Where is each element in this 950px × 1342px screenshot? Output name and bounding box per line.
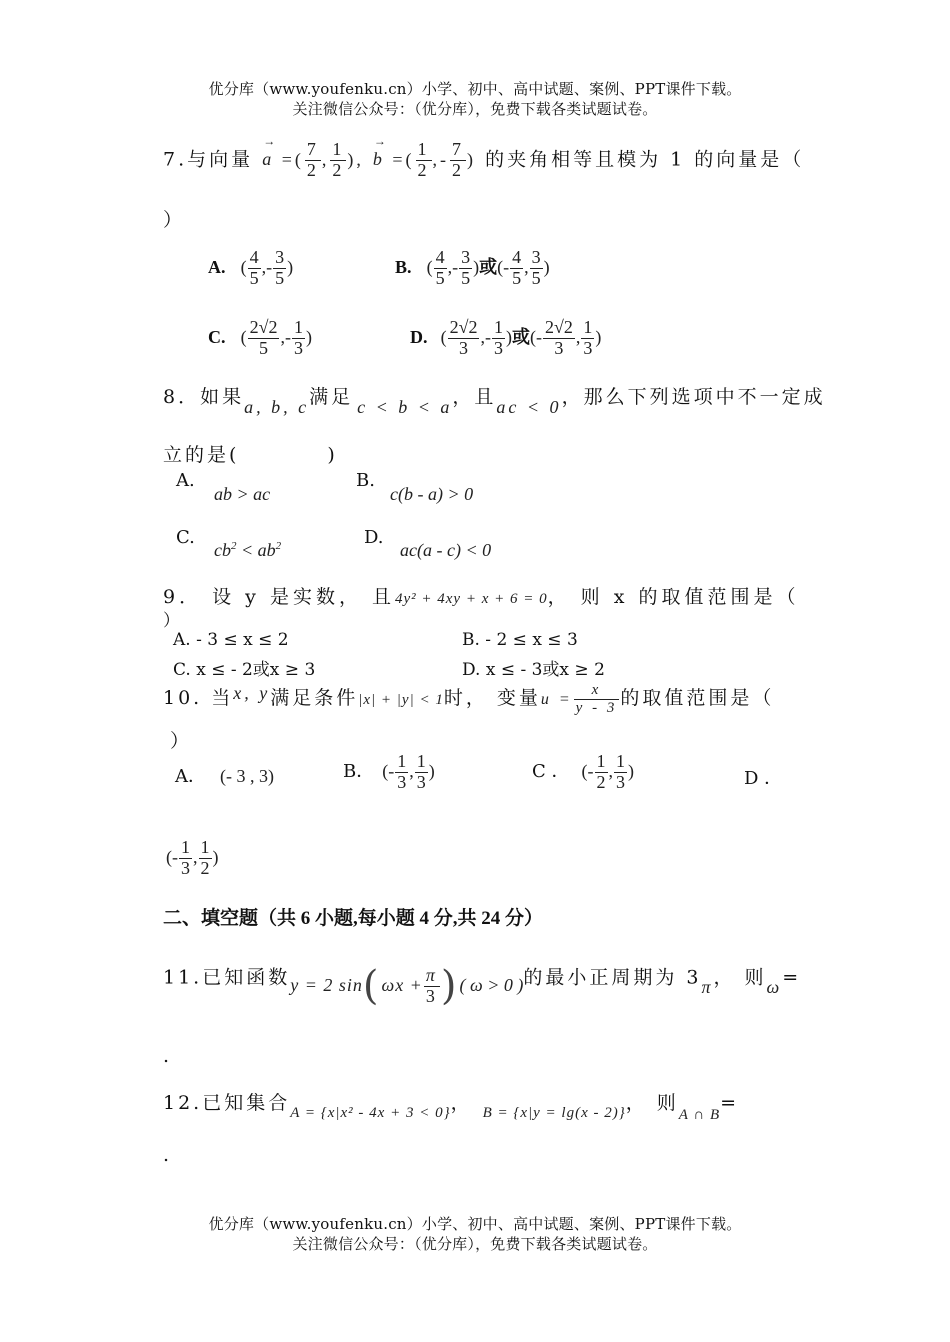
question-11-stem: 11.已知函数y = 2 sin(ωx + $\frac{\pi}{3}$ )( ω > 0 )的最小正周期为 3π， 则ω=: [163, 963, 802, 1010]
question-7-close: ）: [163, 209, 186, 231]
q9-option-b[interactable]: B. - 2 ≤ x ≤ 3: [462, 630, 578, 650]
question-12-stem: 12.已知集合$_{A = \{x|x^2 - 4x + 3 < 0\}}$， $_{B = \{x|y = lg(x - 2)\}}$， 则$_{A \cap B}$=: [163, 1092, 740, 1123]
q8-option-d-expr: ac(a - c) < 0: [400, 540, 492, 560]
q8-option-c-label[interactable]: C.: [176, 527, 195, 548]
q9-option-a[interactable]: A. - 3 ≤ x ≤ 2: [173, 630, 289, 650]
q8-option-c-expr: $cb^2 < ab^2$: [214, 540, 282, 560]
footer-line-2: 关注微信公众号：（优分库），免费下载各类试题试卷。: [292, 1235, 658, 1253]
question-7-stem: 7.与向量 → a =( $\frac{7}{2}$ , $\frac{1}{2}$ ), → b =( $\frac{1}{2}$ ,- $\frac{7}{2}$ ) 的夹角相等且模为 1 的向量是（: [163, 140, 804, 181]
q10-option-c[interactable]: C ． (- $\frac{1}{2}$ , $\frac{1}{3}$ ): [532, 751, 634, 792]
q10-option-a[interactable]: A． (- 3 , 3): [175, 766, 274, 787]
q10-option-d-value: (- $\frac{1}{3}$ , $\frac{1}{2}$ ): [166, 837, 219, 878]
header-line-1: 优分库（www.youfenku.cn）小学、初中、高中试题、案例、PPT课件下载。: [208, 80, 742, 98]
vector-a: → a: [262, 149, 274, 169]
q7-option-c[interactable]: C. ( $\frac{2√2}{5}$ ,- $\frac{1}{3}$ ): [208, 317, 312, 358]
q10-option-d-label[interactable]: D ．: [744, 768, 783, 789]
q7-option-a[interactable]: A. ( $\frac{4}{5}$ ,- $\frac{3}{5}$ ): [208, 247, 294, 288]
q9-option-c[interactable]: C. x ≤ - 2或x ≥ 3: [173, 660, 316, 680]
footer-line-1: 优分库（www.youfenku.cn）小学、初中、高中试题、案例、PPT课件下载。: [208, 1215, 742, 1233]
q8-option-d-label[interactable]: D.: [364, 527, 384, 548]
q12-answer-dot: .: [163, 1144, 173, 1166]
section-2-title: 二、填空题（共 6 小题,每小题 4 分,共 24 分）: [163, 908, 544, 929]
q8-option-b-expr: c(b - a) > 0: [390, 484, 474, 504]
vector-b: → b: [373, 149, 385, 169]
q8-option-a-expr: ab > ac: [214, 484, 271, 504]
question-9-close: ）: [163, 611, 180, 631]
q8-option-a-label[interactable]: A.: [176, 470, 195, 491]
q7-option-b[interactable]: B. ( $\frac{4}{5}$ ,- $\frac{3}{5}$ )或(- $\frac{4}{5}$ , $\frac{3}{5}$ ): [395, 247, 550, 288]
q7-option-d[interactable]: D. ( $\frac{2√2}{3}$ ,- $\frac{1}{3}$ )或(- $\frac{2√2}{3}$ , $\frac{1}{3}$ ): [410, 317, 602, 358]
q11-answer-dot: .: [163, 1045, 173, 1067]
q9-option-d[interactable]: D. x ≤ - 3或x ≥ 2: [462, 660, 605, 680]
header-line-2: 关注微信公众号：（优分库），免费下载各类试题试卷。: [292, 100, 658, 118]
question-10-stem: 10. 当x, y满足条件|x| + |y| < 1时， 变量u = $\frac{x}{y - 3}$ 的取值范围是（: [163, 682, 775, 716]
question-10-close: ）: [170, 730, 193, 752]
question-8-stem: 8．如果a, b, c满足 c < b < a，且ac < 0，那么下列选项中不一定成: [163, 386, 826, 417]
question-9-stem: 9． 设 y 是实数， 且4y² + 4xy + x + 6 = 0， 则 x 的取值范围是（: [163, 586, 800, 608]
question-8-line2: 立的是( ): [163, 444, 338, 466]
q8-option-b-label[interactable]: B.: [356, 470, 375, 491]
q10-option-b[interactable]: B． (- $\frac{1}{3}$ , $\frac{1}{3}$ ): [343, 751, 435, 792]
